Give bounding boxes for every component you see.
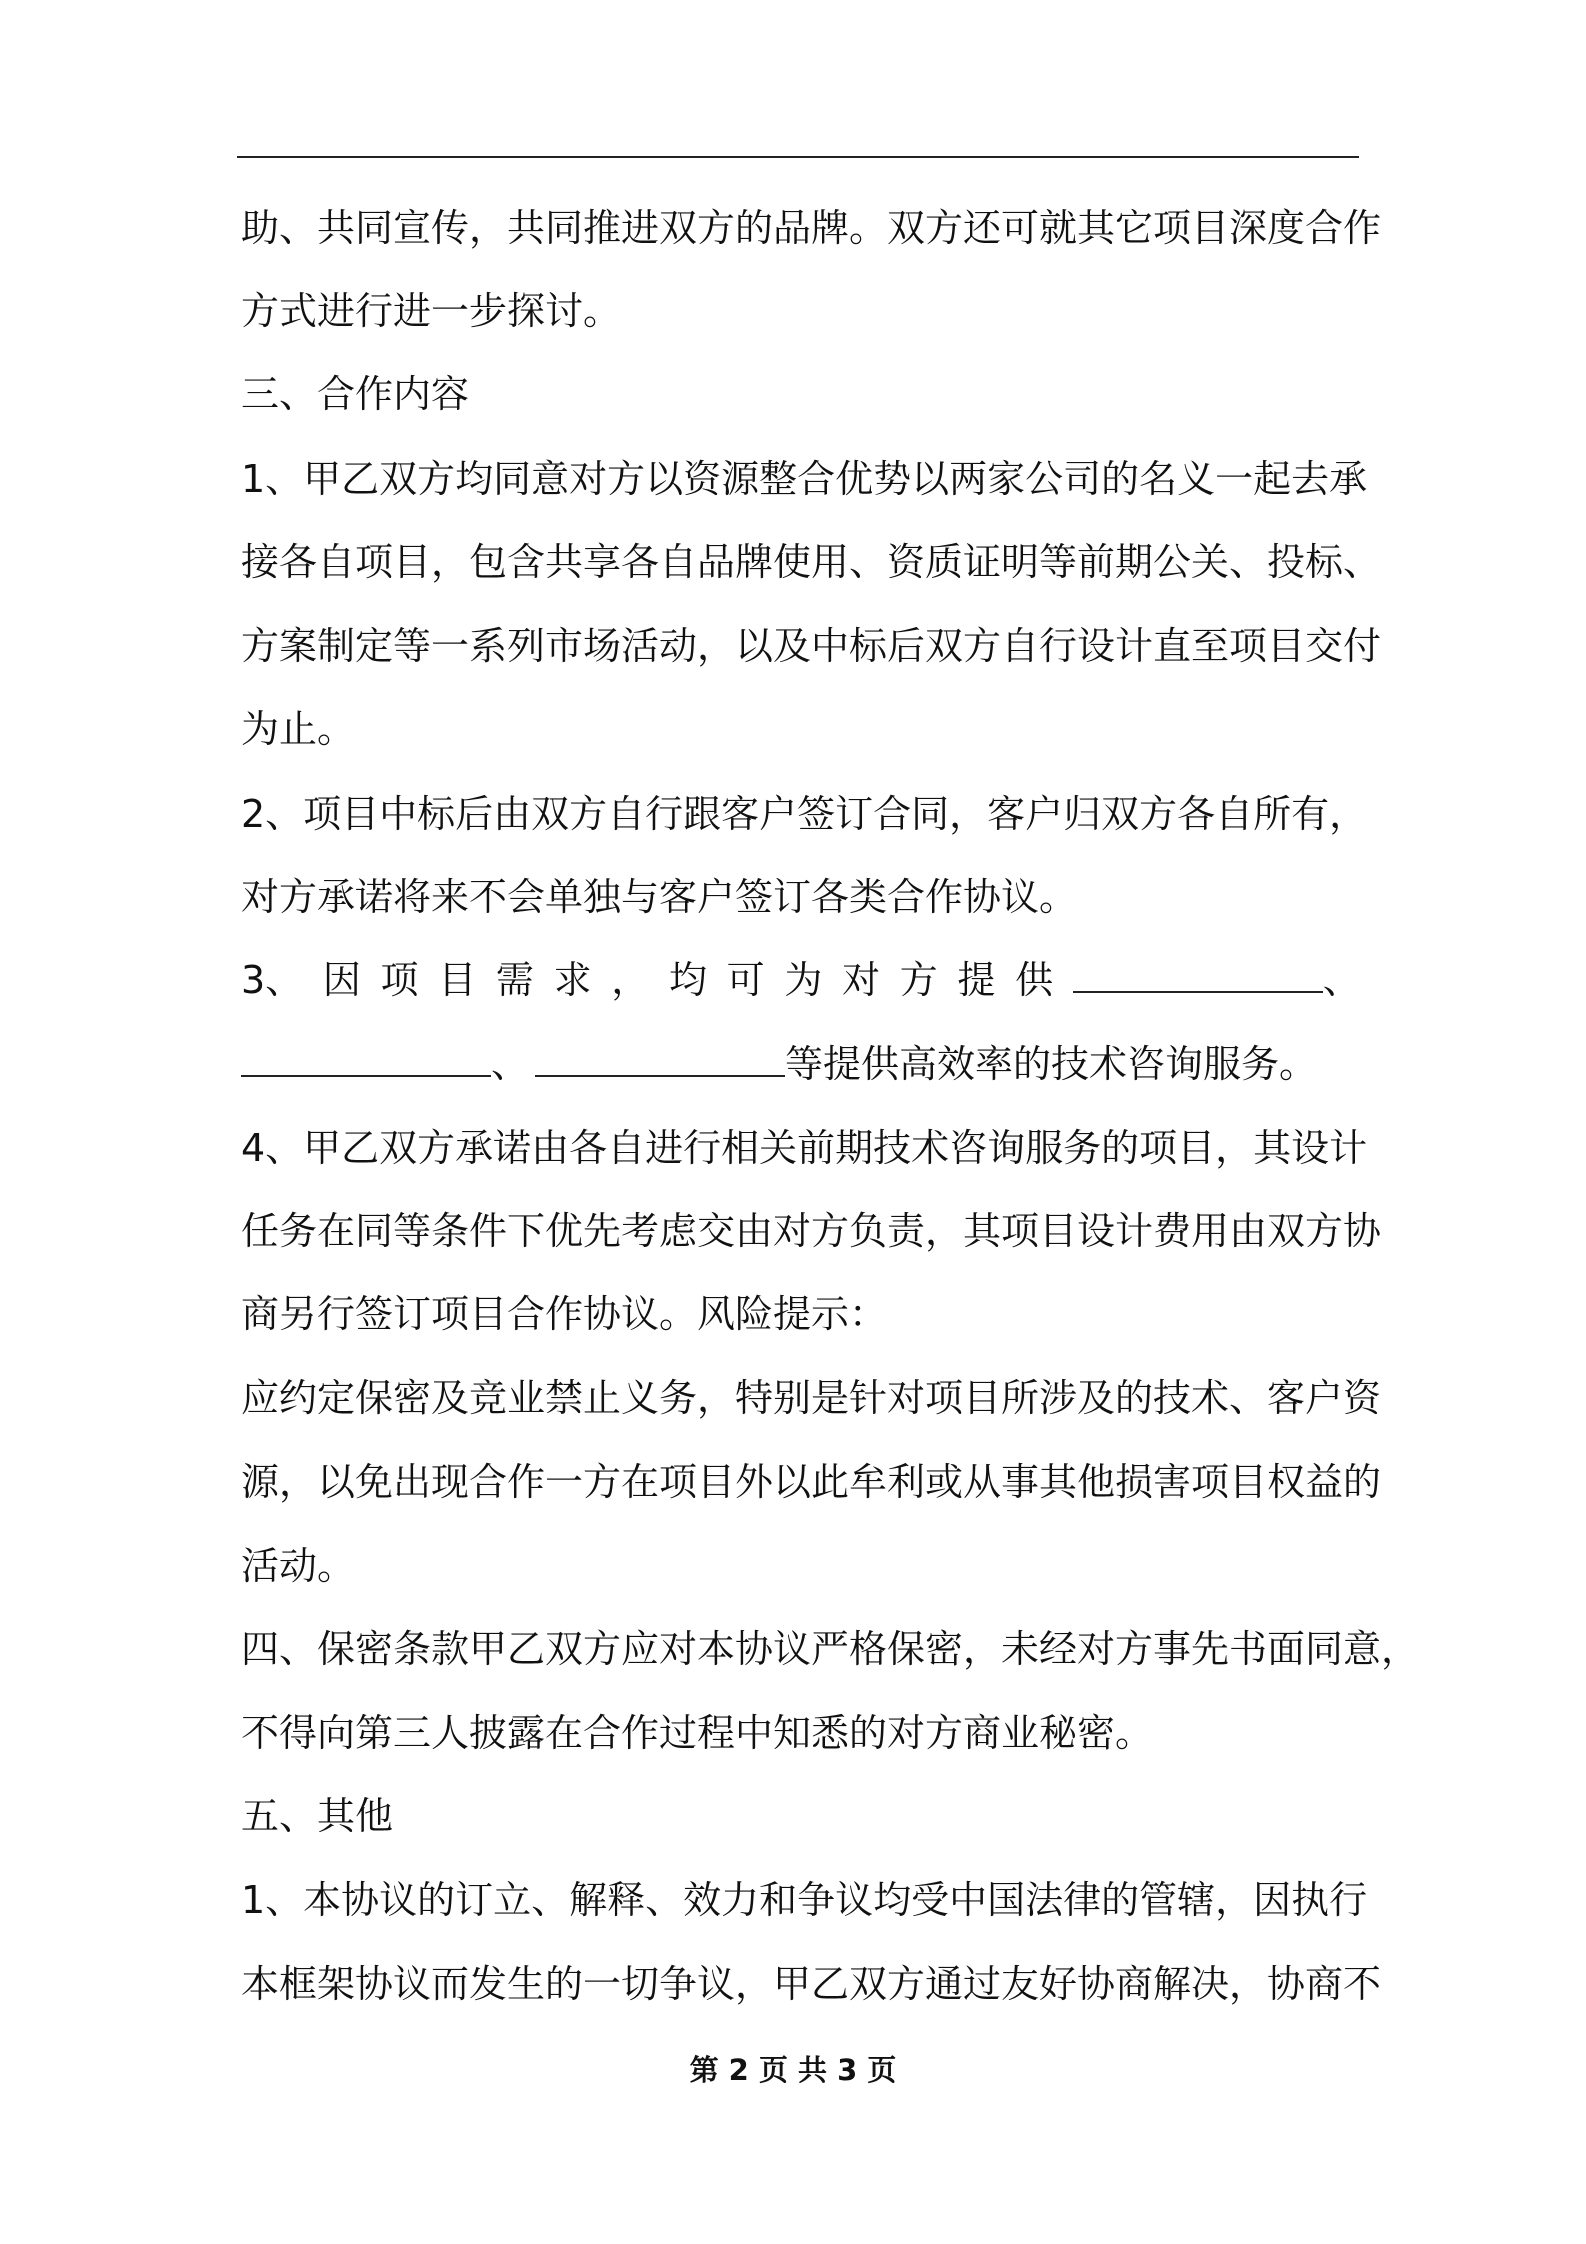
text-line: 四、保密条款甲乙双方应对本协议严格保密，未经对方事先书面同意， (241, 1627, 1420, 1671)
fill-in-blank[interactable] (241, 1041, 491, 1077)
item3-token: 项 (380, 958, 419, 1002)
item3-token: 因 (322, 958, 361, 1002)
header-rule (237, 156, 1359, 158)
text-line-item3 (241, 956, 1361, 1004)
item3-token: 供 (1015, 958, 1054, 1002)
text-line-item3-cont (241, 1040, 1361, 1088)
item3-token: 可 (726, 958, 765, 1002)
item3-token: 方 (899, 958, 938, 1002)
item3-token: 对 (842, 958, 881, 1002)
item3-token: 为 (784, 958, 823, 1002)
text-line: 本框架协议而发生的一切争议，甲乙双方通过友好协商解决，协商不 (241, 1962, 1382, 2006)
page-number: 第 2 页 共 3 页 (689, 2053, 897, 2087)
text-line: 1、甲乙双方均同意对方以资源整合优势以两家公司的名义一起去承 (241, 457, 1368, 501)
text-line: 源，以免出现合作一方在项目外以此牟利或从事其他损害项目权益的 (241, 1460, 1382, 1504)
item3-token: 均 (668, 958, 707, 1002)
item3-token: ， (611, 958, 650, 1002)
text-line: 接各自项目，包含共享各自品牌使用、资质证明等前期公关、投标、 (241, 540, 1382, 584)
item3-token: 3、 (241, 958, 304, 1002)
fill-in-blank[interactable] (535, 1041, 785, 1077)
item3-blank-group (1073, 956, 1361, 1004)
item3-token: 提 (957, 958, 996, 1002)
text-line: 不得向第三人披露在合作过程中知悉的对方商业秘密。 (241, 1711, 1154, 1755)
text-line: 任务在同等条件下优先考虑交由对方负责，其项目设计费用由双方协 (241, 1209, 1382, 1253)
text-line: 商另行签订项目合作协议。风险提示： (241, 1292, 888, 1336)
text-line: 助、共同宣传，共同推进双方的品牌。双方还可就其它项目深度合作 (241, 206, 1382, 250)
text-line: 1、本协议的订立、解释、效力和争议均受中国法律的管辖，因执行 (241, 1878, 1368, 1922)
text-line: 对方承诺将来不会单独与客户签订各类合作协议。 (241, 875, 1078, 919)
text-line: 方式进行进一步探讨。 (241, 289, 622, 333)
item3-token: 求 (553, 958, 592, 1002)
item3-token: 目 (438, 958, 477, 1002)
text-line: 2、项目中标后由双方自行跟客户签订合同，客户归双方各自所有， (241, 792, 1368, 836)
text-line: 方案制定等一系列市场活动，以及中标后双方自行设计直至项目交付 (241, 624, 1382, 668)
text-line: 活动。 (241, 1544, 356, 1588)
item3-trailing-text: 等提供高效率的技术咨询服务。 (785, 1042, 1318, 1086)
item3-separator: 、 (491, 1042, 530, 1086)
item3-token: 需 (495, 958, 534, 1002)
item3-separator: 、 (1322, 958, 1361, 1002)
fill-in-blank[interactable] (1073, 957, 1323, 993)
text-line: 4、甲乙双方承诺由各自进行相关前期技术咨询服务的项目，其设计 (241, 1126, 1368, 1170)
text-line: 应约定保密及竞业禁止义务，特别是针对项目所涉及的技术、客户资 (241, 1376, 1382, 1420)
section-heading: 三、合作内容 (241, 372, 470, 416)
section-heading: 五、其他 (241, 1794, 394, 1838)
text-line: 为止。 (241, 707, 356, 751)
